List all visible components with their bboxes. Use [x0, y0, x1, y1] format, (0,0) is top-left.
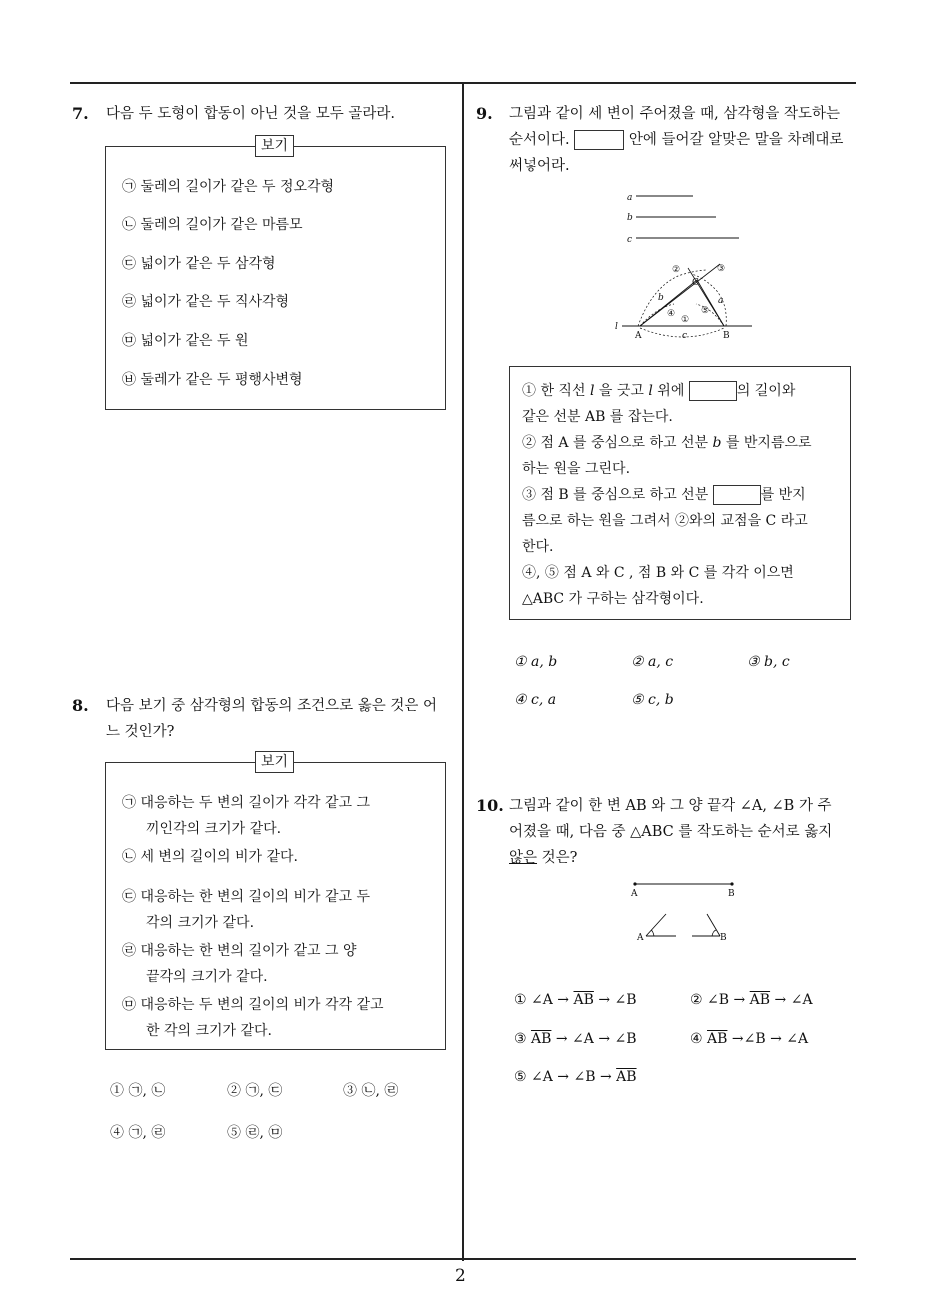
- angle-A-arm: [646, 914, 666, 936]
- q9-construction-figure: [600, 186, 770, 346]
- q7-item: ㉣ 넓이가 같은 두 직사각형: [122, 294, 290, 310]
- q7-item: ㉥ 둘레가 같은 두 평행사변형: [122, 372, 303, 388]
- q10-choice-5[interactable]: [514, 1069, 637, 1085]
- answer-blank-2: [713, 485, 761, 505]
- label-A-angle: A: [637, 933, 644, 943]
- q8-item-cont: 끝각의 크기가 같다.: [146, 969, 268, 985]
- choice-num: ③: [514, 1031, 527, 1047]
- question-8-text-line2: 느 것인가?: [106, 724, 175, 740]
- q8-choice-1[interactable]: ① ㉠, ㉡: [110, 1083, 166, 1099]
- q9-step-3: [522, 482, 806, 508]
- angle-A-arc: [651, 930, 654, 936]
- q10-choice-2[interactable]: [690, 992, 813, 1008]
- q8-item: ㉢ 대응하는 한 변의 길이의 비가 같고 두: [122, 889, 371, 905]
- marker-1: ①: [681, 315, 690, 325]
- seg-b-label: b: [627, 213, 633, 223]
- underlined-not: 않은: [509, 850, 538, 866]
- q8-item: ㉣ 대응하는 한 변의 길이가 같고 그 양: [122, 943, 357, 959]
- choice-num: ④: [690, 1031, 703, 1047]
- q9-step-3-cont2: 한다.: [522, 539, 554, 555]
- question-7-text: 다음 두 도형이 합동이 아닌 것을 모두 골라라.: [106, 106, 395, 122]
- label-A: A: [635, 331, 642, 341]
- step-text: ② 점 A 를 중심으로 하고 선분: [522, 435, 709, 451]
- q8-choice-5[interactable]: ⑤ ㉣, ㉤: [227, 1125, 283, 1141]
- question-9-text-line3: 써넣어라.: [509, 158, 570, 174]
- bottom-rule: [70, 1258, 856, 1260]
- q9-choice-4[interactable]: ④ c, a: [514, 692, 557, 708]
- q8-item: ㉡ 세 변의 길이의 비가 같다.: [122, 849, 298, 865]
- choice-num: ②: [690, 992, 703, 1008]
- q9-step-1-cont: 같은 선분 AB 를 잡는다.: [522, 409, 673, 425]
- choice-text: ∠B →: [707, 992, 746, 1008]
- q10-choice-1[interactable]: [514, 992, 637, 1008]
- page-number: 2: [455, 1266, 466, 1286]
- choice-num: ①: [514, 992, 527, 1008]
- angle-B-arc: [712, 930, 716, 936]
- segment-ab: $\overline{AB}$: [616, 1069, 637, 1085]
- answer-blank: [574, 130, 624, 150]
- answer-blank-1: [689, 381, 737, 401]
- question-10-text-line3: [509, 844, 577, 872]
- question-8-bogi-label: 보기: [255, 751, 294, 773]
- q8-item-cont: 한 각의 크기가 같다.: [146, 1023, 272, 1039]
- step-text: ③ 점 B 를 중심으로 하고 선분: [522, 487, 709, 503]
- seg-a-label: a: [627, 193, 633, 203]
- marker-4: ④: [667, 309, 676, 319]
- q9-step-1: [522, 378, 795, 404]
- italic-b: b: [712, 435, 722, 451]
- q10-text-tail: 것은?: [537, 850, 578, 866]
- q7-item: ㉡ 둘레의 길이가 같은 마름모: [122, 217, 303, 233]
- question-8-number: 8.: [72, 696, 89, 715]
- step-text: ① 한 직선: [522, 383, 586, 399]
- q8-item: ㉠ 대응하는 두 변의 길이가 각각 같고 그: [122, 795, 371, 811]
- question-9-text-line1: 그림과 같이 세 변이 주어졌을 때, 삼각형을 작도하는: [509, 106, 841, 122]
- question-10-text-line2: 어졌을 때, 다음 중 △ABC 를 작도하는 순서로 옳지: [509, 824, 833, 840]
- step-text: 의 길이와: [736, 383, 796, 399]
- q9-step-2-cont: 하는 원을 그린다.: [522, 461, 631, 477]
- question-7-number: 7.: [72, 104, 89, 123]
- q9-choice-5[interactable]: ⑤ c, b: [631, 692, 674, 708]
- step-text: 을 긋고: [598, 383, 644, 399]
- q9-text-line2a: 순서이다.: [509, 132, 570, 148]
- choice-text: →∠B → ∠A: [731, 1031, 809, 1047]
- choice-text: ∠A →: [531, 992, 570, 1008]
- seg-c-label: c: [627, 235, 633, 245]
- question-9-text-line2: [509, 126, 843, 154]
- q8-item-cont: 끼인각의 크기가 같다.: [146, 821, 282, 837]
- question-10-text-line1: 그림과 같이 한 변 AB 와 그 양 끝각 ∠A, ∠B 가 주: [509, 798, 832, 814]
- q7-item: ㉢ 넓이가 같은 두 삼각형: [122, 256, 276, 272]
- q7-item: ㉠ 둘레의 길이가 같은 두 정오각형: [122, 179, 335, 195]
- question-9-number: 9.: [476, 104, 493, 123]
- label-B: B: [728, 889, 735, 899]
- marker-5: ⑤: [701, 306, 710, 316]
- step-text: 위에: [657, 383, 685, 399]
- marker-2: ②: [672, 265, 681, 275]
- q9-text-line2b: 안에 들어갈 알맞은 말을 차례대로: [628, 132, 844, 148]
- q9-step-3-cont: 름으로 하는 원을 그려서 ②와의 교점을 C 라고: [522, 513, 808, 529]
- q9-choice-2[interactable]: ② a, c: [631, 654, 674, 670]
- choice-text: → ∠A → ∠B: [555, 1031, 637, 1047]
- marker-3: ③: [717, 264, 726, 274]
- choice-text: → ∠A: [774, 992, 813, 1008]
- q8-choice-4[interactable]: ④ ㉠, ㉣: [110, 1125, 166, 1141]
- q9-choice-3[interactable]: ③ b, c: [747, 654, 790, 670]
- q9-choice-1[interactable]: ① a, b: [514, 654, 558, 670]
- step-text: 를 반지름으로: [725, 435, 812, 451]
- side-label-a: a: [718, 296, 724, 306]
- choice-text: ∠A → ∠B →: [531, 1069, 612, 1085]
- segment-ab: $\overline{AB}$: [749, 992, 771, 1008]
- label-C: C: [692, 278, 699, 288]
- q8-choice-2[interactable]: ② ㉠, ㉢: [227, 1083, 283, 1099]
- q8-choice-3[interactable]: ③ ㉡, ㉣: [343, 1083, 399, 1099]
- label-B-angle: B: [720, 933, 727, 943]
- q9-step-4-cont: △ABC 가 구하는 삼각형이다.: [522, 591, 704, 607]
- column-divider: [462, 83, 464, 1261]
- italic-l: l: [648, 383, 653, 399]
- q9-step-4: ④, ⑤ 점 A 와 C , 점 B 와 C 를 각각 이으면: [522, 565, 794, 581]
- q10-choice-3[interactable]: [514, 1031, 637, 1047]
- italic-l: l: [589, 383, 595, 399]
- q8-item: ㉤ 대응하는 두 변의 길이의 비가 각각 같고: [122, 997, 384, 1013]
- q9-step-2: [522, 430, 812, 456]
- choice-text: → ∠B: [598, 992, 637, 1008]
- question-7-bogi-label: 보기: [255, 135, 294, 157]
- label-B: B: [723, 331, 730, 341]
- segment-ab: $\overline{AB}$: [707, 1031, 728, 1047]
- side-label-b: b: [658, 293, 664, 303]
- q10-choice-4[interactable]: [690, 1031, 808, 1047]
- q8-item-cont: 각의 크기가 같다.: [146, 915, 255, 931]
- question-10-number: 10.: [476, 796, 504, 815]
- label-A: A: [631, 889, 638, 899]
- step-text: 를 반지: [760, 487, 806, 503]
- point-B: [730, 882, 733, 885]
- segment-ab: $\overline{AB}$: [573, 992, 594, 1008]
- segment-ab: $\overline{AB}$: [531, 1031, 552, 1047]
- q7-item: ㉤ 넓이가 같은 두 원: [122, 333, 249, 349]
- choice-num: ⑤: [514, 1069, 527, 1085]
- side-label-c: c: [682, 331, 688, 341]
- q10-given-figure: [626, 876, 746, 948]
- label-l: l: [615, 322, 618, 332]
- question-8-text-line1: 다음 보기 중 삼각형의 합동의 조건으로 옳은 것은 어: [106, 698, 438, 714]
- point-A: [633, 882, 636, 885]
